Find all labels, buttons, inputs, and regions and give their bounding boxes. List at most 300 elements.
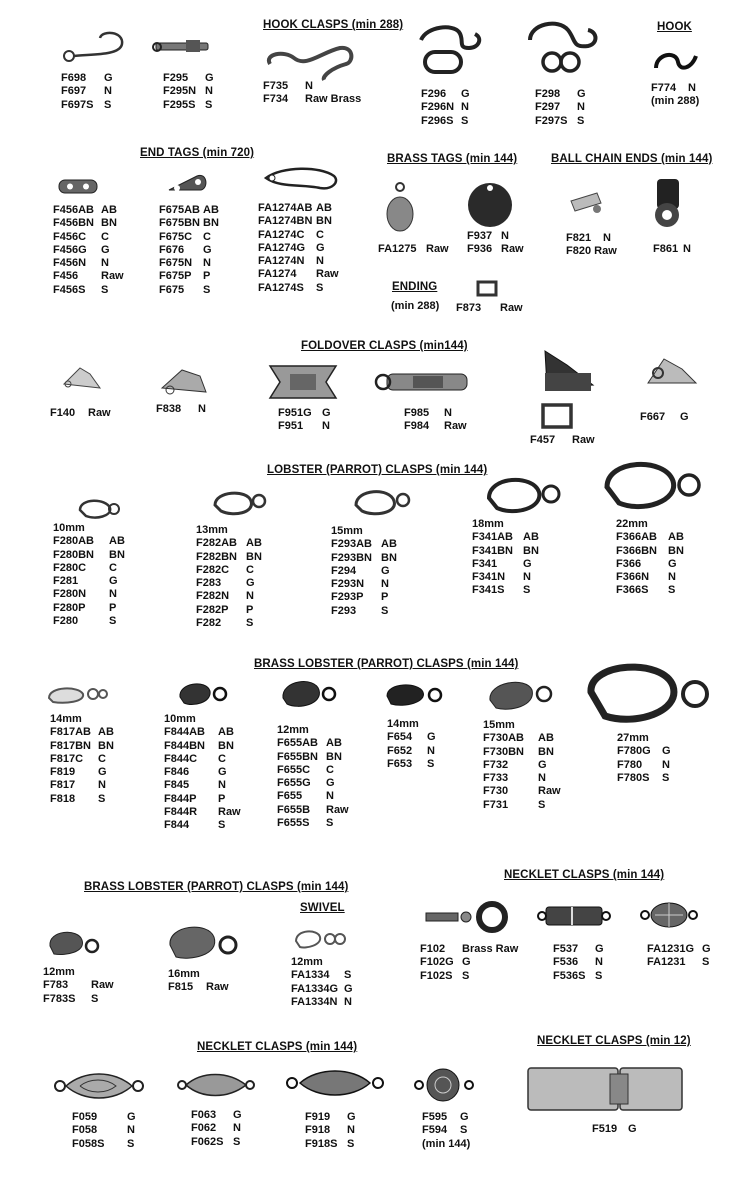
finish-code: S	[668, 584, 676, 597]
finish-code: G	[203, 243, 212, 256]
item-row	[164, 779, 241, 792]
item-code: F735	[263, 80, 289, 92]
item-code: F341AB	[472, 531, 513, 544]
finish-code: N	[316, 255, 324, 268]
finish-code: S	[233, 1135, 241, 1148]
item-group-f698	[61, 72, 113, 112]
finish-code: AB	[246, 537, 262, 550]
item-row	[196, 577, 262, 590]
item-row	[196, 590, 262, 603]
item-group-f815	[168, 968, 229, 995]
item-row	[616, 531, 684, 544]
item-row	[456, 302, 523, 315]
finish-code: AB	[326, 737, 342, 750]
item-row	[159, 217, 219, 230]
size-label: 13mm	[196, 524, 228, 536]
item-row	[616, 571, 684, 584]
finish-code: N	[326, 790, 334, 803]
finish-code: S	[91, 992, 99, 1005]
finish-code: BN	[203, 217, 219, 230]
item-code: F280P	[53, 601, 86, 614]
finish-code: G	[127, 1111, 136, 1123]
brass-lobster-15mm-image	[486, 676, 556, 716]
item-group-f675	[159, 204, 219, 297]
finish-code: C	[203, 230, 211, 243]
item-code: F733	[483, 772, 509, 785]
finish-code: S	[326, 817, 334, 830]
item-group-f654	[387, 718, 436, 771]
item-code: F697	[61, 85, 87, 98]
item-code: FA1275	[378, 243, 417, 255]
finish-code: N	[347, 1124, 355, 1137]
size-label: 10mm	[53, 522, 85, 534]
item-code: F282P	[196, 603, 229, 616]
item-group-f655	[277, 724, 349, 830]
item-group-f298	[535, 88, 586, 128]
finish-code: C	[101, 230, 109, 243]
item-code: F296S	[421, 114, 454, 127]
item-code: F366N	[616, 571, 650, 584]
item-code: F655	[277, 790, 303, 803]
brass-lobster-27mm-image	[585, 660, 720, 730]
finish-code: G	[577, 88, 586, 100]
item-row	[472, 558, 539, 571]
long-foldover-clasp-image	[373, 368, 478, 398]
finish-code: BN	[668, 544, 684, 557]
item-row	[168, 981, 229, 994]
item-row	[258, 229, 339, 242]
item-group-fa1275	[378, 243, 449, 256]
finish-code: G	[461, 88, 470, 100]
oval-tag-image	[383, 180, 418, 235]
item-code: F675P	[159, 270, 192, 283]
finish-code: S	[109, 615, 117, 628]
finish-code: N	[523, 571, 531, 584]
finish-code: N	[688, 82, 696, 94]
finish-code: S	[205, 98, 213, 111]
item-row	[72, 1124, 136, 1137]
item-code: FA1274N	[258, 255, 305, 268]
item-row	[164, 819, 241, 832]
finish-code: BN	[523, 544, 539, 557]
finish-code: S	[218, 819, 226, 832]
item-group-f844	[164, 713, 241, 833]
brass-lobster-10mm-image	[176, 679, 231, 709]
item-row	[191, 1122, 242, 1135]
finish-code: S	[460, 1124, 468, 1137]
title-necklet-clasps-2: NECKLET CLASPS (min 144)	[197, 1041, 358, 1053]
finish-code: AB	[203, 204, 219, 216]
finish-code: N	[577, 101, 585, 114]
item-group-fa1334	[291, 956, 353, 1009]
item-row	[617, 745, 671, 758]
finish-code: G	[109, 575, 118, 588]
item-row	[277, 790, 349, 803]
size-label: 12mm	[291, 956, 323, 968]
item-row	[53, 588, 125, 601]
item-code: FA1334N	[291, 995, 338, 1008]
item-code: F536S	[553, 969, 586, 982]
item-code: F366S	[616, 584, 649, 597]
brass-lobster-12mm-image	[279, 676, 339, 711]
item-code: F280AB	[53, 535, 94, 548]
item-row	[72, 1111, 136, 1124]
item-code: F293BN	[331, 551, 372, 564]
item-row	[53, 217, 124, 230]
item-row	[483, 759, 561, 772]
finish-code: P	[109, 601, 117, 614]
item-row	[159, 244, 219, 257]
item-code: FA1231G	[647, 943, 695, 955]
item-group-fa1274	[258, 202, 339, 295]
finish-code: G	[233, 1109, 242, 1121]
item-code: F780G	[617, 745, 651, 758]
item-row	[305, 1111, 356, 1124]
finish-code: S	[127, 1137, 135, 1150]
item-row	[159, 270, 219, 283]
item-code: F844	[164, 819, 190, 832]
item-row	[651, 82, 696, 95]
finish-code: S	[702, 956, 710, 969]
item-group-f667	[640, 411, 689, 424]
item-row	[43, 979, 114, 992]
finish-code: S	[538, 798, 546, 811]
item-code: F341N	[472, 571, 506, 584]
item-code: F936	[467, 243, 493, 256]
item-row	[53, 575, 125, 588]
item-code: F519	[592, 1123, 618, 1135]
item-code: F918	[305, 1124, 331, 1137]
finish-code: Raw	[206, 981, 229, 994]
finish-code: Raw	[426, 243, 449, 255]
size-label: 18mm	[472, 518, 504, 530]
finish-code: S	[381, 604, 389, 617]
finish-code: G	[322, 407, 331, 419]
finish-code: N	[305, 80, 313, 92]
bar-clasp-image	[152, 38, 222, 58]
item-row	[291, 969, 353, 982]
item-code: F667	[640, 411, 666, 423]
item-code: F294	[331, 564, 357, 577]
finish-code: Raw	[88, 407, 111, 419]
title-ending: ENDING	[392, 281, 438, 293]
item-group-f140	[50, 407, 111, 420]
item-row	[420, 943, 518, 956]
item-code: F295S	[163, 98, 196, 111]
item-row	[535, 115, 586, 128]
item-code: F282N	[196, 590, 230, 603]
item-row	[331, 578, 397, 591]
item-row	[483, 799, 561, 812]
item-row	[616, 545, 684, 558]
finish-code: BN	[246, 550, 262, 563]
item-code: F873	[456, 302, 482, 314]
item-row	[617, 772, 671, 785]
finish-code: G	[628, 1123, 637, 1135]
item-code: F732	[483, 758, 509, 771]
finish-code: Raw	[501, 243, 524, 256]
item-row	[191, 1109, 242, 1122]
item-code: F985	[404, 407, 430, 419]
finish-code: Raw	[218, 806, 241, 819]
item-row	[164, 726, 241, 739]
item-row	[53, 204, 124, 217]
item-code: FA1274G	[258, 241, 306, 254]
ball-chain-connector-image	[649, 177, 689, 232]
item-group-f821	[566, 232, 617, 259]
item-group-f735	[263, 80, 361, 107]
item-row	[278, 420, 331, 433]
finish-code: C	[326, 763, 334, 776]
size-label: 15mm	[483, 719, 515, 731]
item-code: F456N	[53, 257, 87, 270]
finish-code: N	[683, 243, 691, 255]
item-row	[164, 766, 241, 779]
item-code: F298	[535, 88, 561, 100]
finish-code: C	[109, 561, 117, 574]
finish-code: G	[702, 943, 711, 955]
item-group-f280	[53, 522, 125, 628]
item-code: F844R	[164, 806, 198, 819]
finish-code: C	[246, 563, 254, 576]
brass-lobster-12mm-b-image	[46, 926, 106, 961]
end-tag-long-image	[262, 164, 342, 194]
item-row	[404, 407, 467, 420]
item-code: F675C	[159, 230, 193, 243]
finish-code: Raw	[91, 979, 114, 992]
finish-code: N	[344, 995, 352, 1008]
finish-code: N	[662, 758, 670, 771]
item-row	[535, 88, 586, 101]
finish-code: S	[101, 283, 109, 296]
finish-code: S	[203, 283, 211, 296]
item-group-f595	[422, 1111, 469, 1151]
item-code: F655S	[277, 817, 310, 830]
item-code: F059	[72, 1111, 98, 1123]
finish-code: S	[427, 757, 435, 770]
item-row	[53, 535, 125, 548]
item-row	[553, 970, 604, 983]
foldover-with-ring-image	[537, 347, 602, 432]
item-row	[421, 101, 470, 114]
item-code: F293	[331, 604, 357, 617]
size-label: 22mm	[616, 518, 648, 530]
finish-code: N	[595, 956, 603, 969]
title-hook-clasps: HOOK CLASPS (min 288)	[263, 19, 404, 31]
finish-code: S	[662, 771, 670, 784]
finish-code: Raw	[500, 302, 523, 314]
finish-code: P	[381, 591, 389, 604]
item-row	[50, 779, 114, 792]
item-code: F675	[159, 283, 185, 296]
finish-code: S	[316, 281, 324, 294]
item-group-f102	[420, 943, 518, 983]
item-row	[163, 72, 214, 85]
finish-code: Raw	[444, 420, 467, 433]
finish-code: BN	[326, 750, 342, 763]
finish-code: AB	[381, 538, 397, 551]
item-row	[467, 243, 524, 256]
item-row	[483, 732, 561, 745]
item-row	[159, 231, 219, 244]
item-code: FA1274	[258, 268, 297, 281]
item-code: (min 288)	[651, 95, 700, 108]
item-row	[196, 617, 262, 630]
item-group-f537	[553, 943, 604, 983]
s-hook-image	[262, 36, 357, 81]
item-row	[159, 204, 219, 217]
finish-code: G	[662, 745, 671, 758]
item-code: F676	[159, 243, 185, 256]
finish-code: N	[603, 232, 611, 244]
item-row	[420, 956, 518, 969]
item-row	[163, 85, 214, 98]
figure-eight-hook-image	[522, 18, 602, 78]
swivel-clasp-image	[292, 925, 352, 955]
item-code: F537	[553, 943, 579, 955]
finish-code: Brass Raw	[462, 943, 519, 955]
finish-code: C	[316, 228, 324, 241]
item-row	[163, 99, 214, 112]
finish-code: S	[98, 792, 106, 805]
item-code: FA1274AB	[258, 202, 313, 214]
item-row	[421, 88, 470, 101]
finish-code: BN	[101, 217, 117, 230]
finish-code: G	[326, 777, 335, 790]
item-code: F845	[164, 779, 190, 792]
finish-code: C	[98, 752, 106, 765]
item-code: F063	[191, 1109, 217, 1121]
foldover-clasp-image	[60, 364, 105, 394]
item-code: F456BN	[53, 217, 94, 230]
item-code: F456S	[53, 283, 86, 296]
item-row	[277, 777, 349, 790]
finish-code: AB	[538, 732, 554, 745]
finish-code: S	[246, 617, 254, 630]
item-code: F817C	[50, 752, 84, 765]
barrel-clasp-image	[536, 902, 611, 932]
finish-code: N	[668, 571, 676, 584]
item-group-fa1231	[647, 943, 711, 970]
finish-code: S	[104, 98, 112, 111]
item-group-f919	[305, 1111, 356, 1151]
item-code: F698	[61, 72, 87, 84]
item-group-f774	[651, 82, 700, 109]
item-row	[653, 243, 691, 256]
item-code: F456AB	[53, 204, 94, 216]
item-code: F655BN	[277, 750, 318, 763]
item-row	[647, 956, 711, 969]
item-row	[164, 793, 241, 806]
item-row	[61, 72, 113, 85]
toggle-ring-clasp-image	[422, 901, 512, 936]
item-code: F675BN	[159, 217, 200, 230]
box-foldover-clasp-image	[266, 362, 341, 402]
finish-code: G	[101, 243, 110, 256]
item-code: F817	[50, 779, 76, 792]
item-group-f838	[156, 403, 206, 416]
item-code: F536	[553, 956, 579, 969]
item-code: F062	[191, 1122, 217, 1135]
finish-code: AB	[109, 535, 125, 548]
item-row	[472, 571, 539, 584]
item-code: F844P	[164, 792, 197, 805]
item-row	[592, 1123, 637, 1136]
item-row	[258, 282, 339, 295]
item-row	[483, 772, 561, 785]
item-group-f457	[530, 434, 595, 447]
finish-code: G	[680, 411, 689, 423]
item-row	[535, 101, 586, 114]
finish-code: G	[347, 1111, 356, 1123]
item-row	[53, 284, 124, 297]
size-label: 16mm	[168, 968, 200, 980]
item-row	[420, 970, 518, 983]
item-row	[164, 740, 241, 753]
item-row	[164, 753, 241, 766]
title-necklet-clasps-3: NECKLET CLASPS (min 12)	[537, 1035, 691, 1047]
item-row	[53, 244, 124, 257]
large-box-clasp-image	[524, 1058, 689, 1123]
finish-code: N	[246, 590, 254, 603]
ratchet-foldover-clasp-image	[642, 353, 702, 393]
item-code: F282BN	[196, 550, 237, 563]
item-row	[258, 255, 339, 268]
item-group-f873	[456, 302, 523, 315]
item-row	[258, 242, 339, 255]
item-row	[472, 584, 539, 597]
finish-code: C	[218, 752, 226, 765]
filigree-oval-clasp-image	[54, 1070, 144, 1105]
item-row	[566, 232, 611, 245]
item-code: F456G	[53, 243, 87, 256]
item-code: F730AB	[483, 732, 524, 745]
finish-code: N	[427, 744, 435, 757]
title-end-tags: END TAGS (min 720)	[140, 147, 255, 159]
item-code: F734	[263, 93, 289, 106]
finish-code: AB	[218, 726, 234, 739]
item-code: F655G	[277, 777, 311, 790]
item-code: F062S	[191, 1135, 224, 1148]
item-group-f780	[617, 732, 671, 785]
item-code: F296N	[421, 101, 455, 114]
item-group-f063	[191, 1109, 242, 1149]
finish-code: Raw Brass	[305, 93, 362, 106]
item-row	[53, 602, 125, 615]
item-code: F282	[196, 617, 222, 630]
finish-code: Raw	[572, 434, 595, 446]
item-code: F818	[50, 792, 76, 805]
item-row	[378, 243, 449, 256]
item-code: F951G	[278, 407, 312, 419]
item-code: F838	[156, 403, 182, 415]
size-label: 14mm	[387, 718, 419, 730]
item-group-f985	[404, 407, 467, 434]
finish-code: G	[316, 241, 325, 254]
title-brass-tags: BRASS TAGS (min 144)	[387, 153, 518, 165]
item-row	[530, 434, 595, 447]
finish-code: Raw	[101, 270, 124, 283]
item-row	[278, 407, 331, 420]
finish-code: N	[205, 85, 213, 98]
item-code: F595	[422, 1111, 448, 1123]
item-code: F102S	[420, 969, 453, 982]
item-row	[258, 202, 339, 215]
end-tag-teardrop-image	[165, 172, 210, 197]
finish-code: P	[203, 270, 211, 283]
item-row	[305, 1138, 356, 1151]
item-code: F846	[164, 766, 190, 779]
